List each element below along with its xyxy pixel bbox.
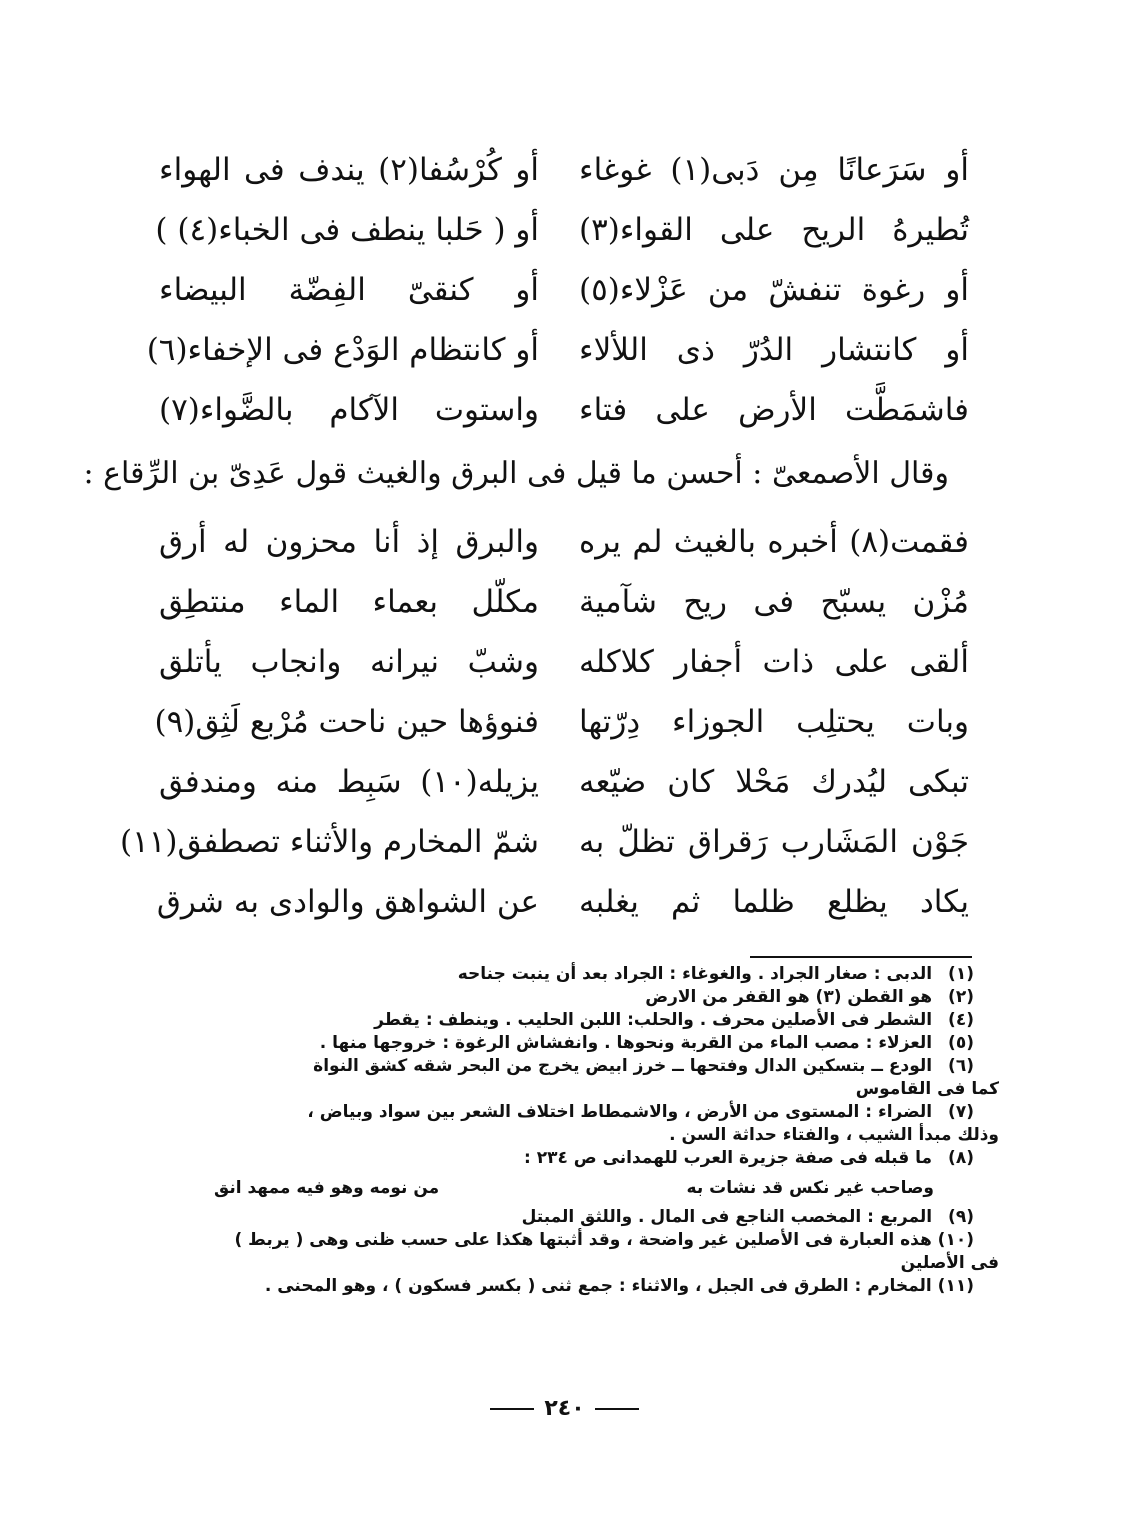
footnote-number: (٧) (948, 1102, 974, 1122)
footnote (134, 1275, 974, 1298)
footnote-text: هو القطن (٣) هو القفر من الارض (645, 987, 933, 1007)
hemistich-second: أو كنقىّ الفِضّة البيضاء (159, 272, 539, 308)
footnote-text: المربع : المخصب الناجع فى المال . واللثق المبتل (521, 1207, 933, 1227)
hemistich-first: أو كانتشار الدُرّ ذى اللألاء (579, 332, 969, 368)
footnote (134, 1055, 974, 1078)
footnote-number: (١) (948, 964, 974, 984)
hemistich-first: مُزْن يسبّح فى ريح شآمية (579, 584, 969, 620)
footnote-number: (١٠) (937, 1230, 974, 1250)
poem-block-1 (146, 140, 969, 440)
footnote (134, 1206, 974, 1229)
verse-line (159, 632, 969, 692)
hemistich-second: أو ( حَلبا ينطف فى الخباء(٤) ) (155, 212, 539, 248)
poem-block-2 (119, 512, 969, 932)
hemistich-second: عن الشواهق والوادى به شرق (156, 884, 539, 920)
verse-line (159, 380, 969, 440)
footnote-number: (٦) (948, 1056, 974, 1076)
verse-line (156, 872, 969, 932)
hemistich-first: فاشمَطَّت الأرض على فتاء (579, 392, 969, 428)
verse-line (159, 572, 969, 632)
prose-line: وقال الأصمعىّ : أحسن ما قيل فى البرق والغيث قول عَدِىّ بن الرِّقاع : (83, 456, 949, 491)
footnote-number: (٩) (948, 1207, 974, 1227)
hemistich-first: ألقى على ذات أجفار كلاكله (579, 644, 969, 680)
hemistich-first: يكاد يظلع ظلما ثم يغلبه (579, 884, 969, 920)
footnote-number: (٢) (948, 987, 974, 1007)
footnote-text: الدبى : صغار الجراد . والغوغاء : الجراد بعد أن ينبت جناحه (457, 964, 933, 984)
hemistich-second: والبرق إذ أنا محزون له أرق (159, 524, 539, 560)
footnote-text: المخارم : الطرق فى الجبل ، والاثناء : جمع ثنى ( بكسر فسكون ) ، وهو المحنى . (264, 1276, 932, 1296)
footnote-text: ما قبله فى صفة جزيرة العرب للهمدانى ص ٢٣٤ : (524, 1148, 933, 1168)
hemistich-second: شمّ المخارم والأثناء تصطفق(١١) (119, 824, 539, 860)
verse-line (159, 512, 969, 572)
footnotes (134, 963, 999, 1298)
footnote (134, 986, 974, 1009)
footnote-continuation (134, 1124, 999, 1147)
footnote-text: هذه العبارة فى الأصلين غير واضحة ، وقد أثبتها هكذا على حسب ظنى وهى ( يربط ) (234, 1230, 932, 1250)
page-number-dash-right (595, 1408, 639, 1410)
footnote-text: فى الأصلين (900, 1253, 999, 1273)
footnote (134, 1229, 974, 1252)
verse-line (155, 200, 969, 260)
hemistich-first: أو رغوة تنفشّ من عَزْلاء(٥) (579, 272, 969, 308)
verse-line (146, 320, 969, 380)
verse-line (154, 692, 969, 752)
footnote-number: (٨) (948, 1148, 974, 1168)
hemistich-first: جَوْن المَشَارب رَقراق تظلّ به (579, 824, 969, 860)
verse-line (159, 140, 969, 200)
hemistich-second: يزيله(١٠) سَبِط منه ومندفق (159, 764, 539, 800)
footnote-text: كما فى القاموس (855, 1079, 999, 1099)
hemistich-second: واستوت الآكام بالضَّواء(٧) (159, 392, 539, 428)
footnote (134, 963, 974, 986)
footnote-number: (٤) (948, 1010, 974, 1030)
hemistich-second: وشبّ نيرانه وانجاب يأتلق (159, 644, 539, 680)
hemistich-first: وبات يحتلِب الجوزاء دِرّتها (579, 704, 969, 740)
hemistich-second: أو كانتظام الوَدْع فى الإخفاء(٦) (146, 332, 539, 368)
page-number (0, 1396, 1129, 1421)
footnote (134, 1101, 974, 1124)
hemistich-first: تبكى ليُدرك مَحْلا كان ضيّعه (579, 764, 969, 800)
hemistich-second: فنوؤها حين ناحت مُرْبع لَثِق(٩) (154, 704, 539, 740)
hemistich-first: تُطيرهُ الريح على القواء(٣) (579, 212, 969, 248)
footnote (134, 1009, 974, 1032)
footnote-verse-second: من نومه وهو فيه ممهد انق (214, 1178, 440, 1198)
footnote-text: العزلاء : مصب الماء من القربة ونحوها . وانفشاش الرغوة : خروجها منها . (319, 1033, 933, 1053)
hemistich-first: أو سَرَعانًا مِن دَبى(١) غوغاء (579, 152, 969, 188)
footnote-verse (134, 1170, 974, 1206)
verse-line (159, 752, 969, 812)
footnote-text: وذلك مبدأ الشيب ، والفتاء حداثة السن . (669, 1125, 999, 1145)
footnote-text: الشطر فى الأصلين محرف . والحلب: اللبن الحليب . وينطف : يقطر (374, 1010, 933, 1030)
footnote-text: الودع ــ بتسكين الدال وفتحها ــ خرز ابيض يخرج من البحر شقه كشق النواة (313, 1056, 933, 1076)
page-number-value: ٢٤٠ (544, 1396, 585, 1421)
footnote-number: (٥) (948, 1033, 974, 1053)
hemistich-first: فقمت(٨) أخبره بالغيث لم يره (579, 524, 969, 560)
footnote-text: الضراء : المستوى من الأرض ، والاشمطاط اختلاف الشعر بين سواد وبياض ، (307, 1102, 933, 1122)
footnote-rule (750, 956, 972, 958)
footnote (134, 1032, 974, 1055)
footnote-number: (١١) (937, 1276, 974, 1296)
hemistich-second: مكلّل بعماء الماء منتطِق (159, 584, 539, 620)
verse-line (159, 260, 969, 320)
footnote-continuation (134, 1252, 999, 1275)
verse-line (119, 812, 969, 872)
footnote-continuation (134, 1078, 999, 1101)
hemistich-second: أو كُرْسُفا(٢) يندف فى الهواء (159, 152, 539, 188)
footnote-verse-first: وصاحب غير نكس قد نشات به (686, 1178, 934, 1198)
footnote (134, 1147, 974, 1170)
page-number-dash-left (490, 1408, 534, 1410)
